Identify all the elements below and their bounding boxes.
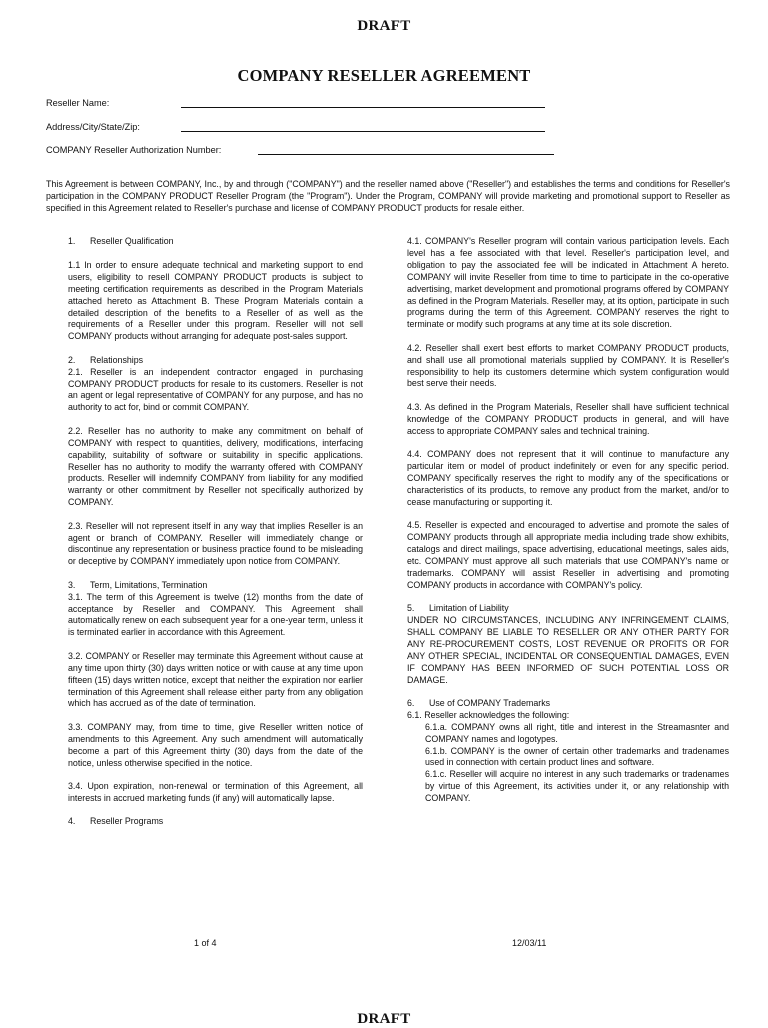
- draft-footer: DRAFT: [357, 1011, 411, 1027]
- clause-4-2: 4.2. Reseller shall exert best efforts to market COMPANY PRODUCT products, and shall use all promotional materials supplied by COMPANY. It is Reseller's responsibility to help its customers determine which system configuration would best serve their needs.: [407, 342, 729, 389]
- clause-4-5: 4.5. Reseller is expected and encouraged to advertise and promote the sales of COMPANY products through all appropriate media including trade show exhibits, catalogs and direct mailings, space advertising, educational meetings, sales aids, etc. COMPANY must approve all such materials that use COMPANY's name or trademarks. COMPANY will assist Reseller in advertising and promoting COMPANY products in accordance with COMPANY's policy.: [407, 520, 729, 590]
- clause-3-1: 3.1. The term of this Agreement is twelve (12) months from the date of acceptance by Reseller and COMPANY. This Agreement shall automatically renew on each subsequent year for a one-year term, unless it is terminated earlier in accordance with this Agreement.: [68, 591, 363, 638]
- auth-number-line: [258, 154, 554, 155]
- clause-4-4: 4.4. COMPANY does not represent that it will continue to manufacture any particular item or model of product indefinitely or even for any specific period. COMPANY specifically reserves the right to modify any of the specifications or characteristics of its products, to remove any product from the market, and/or to cease manufacturing or supporting it.: [407, 449, 729, 507]
- clause-3-2: 3.2. COMPANY or Reseller may terminate this Agreement without cause at any time upon thirty (30) days written notice or with cause at any time upon fifteen (15) days written notice, except that neither the expiration nor earlier termination of this Agreement shall release either party from any obligation which has accrued as of the date of termination.: [68, 650, 363, 709]
- reseller-name-label: Reseller Name:: [46, 98, 110, 108]
- reseller-name-line: [181, 107, 545, 108]
- address-line: [181, 131, 545, 132]
- section-title: Reseller Qualification: [90, 236, 174, 246]
- clause-6-1-c: 6.1.c. Reseller will acquire no interest in any such trademarks or tradenames by virtue of this Agreement, its activities under it, or any relationship with COMPANY.: [425, 769, 729, 804]
- address-label: Address/City/State/Zip:: [46, 122, 140, 132]
- clause-6-1: 6.1. Reseller acknowledges the following:: [407, 709, 570, 720]
- clause-3-3: 3.3. COMPANY may, from time to time, give Reseller written notice of amendments to this Agreement. Any such amendment will automatically become a part of this Agreement thirty (30) days from the date of the notice, unless otherwise specified in the notice.: [68, 721, 363, 768]
- clause-2-1: 2.1. Reseller is an independent contractor engaged in purchasing COMPANY PRODUCT products for resale to its customers. Reseller is not an agent or legal representative of COMPANY for any purpose, and has no authority to act for, bind or commit COMPANY.: [68, 366, 363, 413]
- section-1-heading: [68, 236, 363, 248]
- section-3-heading: [68, 580, 363, 592]
- clause-1-1: 1.1 In order to ensure adequate technical and marketing support to end users, eligibility to resell COMPANY PRODUCT products is subject to meeting certification requirements as described in the Program Materials attached hereto as Attachment B. These Program Materials contain a detailed description of the benefits to a Reseller of as well as the requirements of a Reseller under this program. Reseller will not sell COMPANY products without arranging for adequate post-sales support.: [68, 259, 363, 342]
- clause-4-1: 4.1. COMPANY's Reseller program will contain various participation levels. Each level has a fee associated with that level. Reseller's participation level, and obligation to pay the associated fee will be indicated in Attachment A hereto. COMPANY will invite Reseller from time to time to participate in the co-operative advertising, market development and promotional programs offered by COMPANY as defined in the Program Materials. Reseller may, at its option, participate in such programs during the term of this Agreement. COMPANY reserves the right to terminate or modify such programs at any time at its sole discretion.: [407, 236, 729, 330]
- document-title: COMPANY RESELLER AGREEMENT: [237, 66, 531, 85]
- section-title: Use of COMPANY Trademarks: [429, 697, 551, 708]
- intro-paragraph: This Agreement is between COMPANY, Inc., by and through ("COMPANY") and the reseller named above ("Reseller") and establishes the terms and conditions for Reseller's participation in the COMPANY PRODUCT Reseller Program (the "Program"). Under the Program, COMPANY will provide marketing and promotional support to Reseller as specified in this Agreement related to Reseller's purchase and license of COMPANY PRODUCT products for resale either.: [46, 179, 730, 213]
- page-number: 1 of 4: [194, 938, 217, 948]
- clause-2-2: 2.2. Reseller has no authority to make any commitment on behalf of COMPANY with respect to quantities, delivery, modifications, interfacing capability, suitability of software or suitability in specific applications. Reseller has no authority to modify the warranty offered with COMPANY products. Reseller will indemnify COMPANY from liability for any modified warranty or other commitment by Reseller not specifically authorized by COMPANY.: [68, 425, 363, 508]
- right-column: [407, 236, 729, 805]
- section-title: Relationships: [90, 354, 144, 365]
- section-title: Limitation of Liability: [429, 603, 509, 614]
- clause-6-1-b: 6.1.b. COMPANY is the owner of certain other trademarks and tradenames used in connection with certain product lines and software.: [425, 745, 729, 768]
- draft-header: DRAFT: [357, 18, 411, 34]
- section-number: 4.: [68, 816, 76, 827]
- section-number: 3.: [68, 579, 76, 590]
- clause-5: UNDER NO CIRCUMSTANCES, INCLUDING ANY INFRINGEMENT CLAIMS, SHALL COMPANY BE LIABLE TO RESELLER OR ANY OTHER PARTY FOR ANY RE-PROCUREMENT COSTS, LOST REVENUE OR PROFITS OR FOR ANY OTHER SPECIAL, INCIDENTAL OR CONSEQUENTIAL DAMAGES, EVEN IF COMPANY HAS BEEN INFORMED OF SUCH POTENTIAL LOSS OR DAMAGE.: [407, 614, 729, 685]
- section-number: 1.: [68, 236, 76, 246]
- left-column: [68, 236, 363, 828]
- section-2-heading: [68, 355, 363, 367]
- clause-6-1-a: 6.1.a. COMPANY owns all right, title and interest in the Streamasnter and COMPANY names and logotypes.: [425, 721, 729, 744]
- clause-3-4: 3.4. Upon expiration, non-renewal or termination of this Agreement, all interests in accrued marketing funds (if any) will automatically lapse.: [68, 780, 363, 803]
- section-title: Term, Limitations, Termination: [90, 579, 208, 590]
- section-6-heading: [407, 698, 729, 710]
- section-number: 6.: [407, 697, 415, 708]
- clause-2-3: 2.3. Reseller will not represent itself in any way that implies Reseller is an agent or branch of COMPANY. Reseller will immediately change or discontinue any representation or business practice found to be misleading or deceptive by COMPANY immediately upon notice from COMPANY.: [68, 520, 363, 567]
- auth-number-label: COMPANY Reseller Authorization Number:: [46, 145, 222, 155]
- section-number: 2.: [68, 354, 76, 365]
- section-number: 5.: [407, 603, 415, 614]
- section-4-heading: [68, 816, 363, 828]
- section-title: Reseller Programs: [90, 816, 164, 827]
- clause-4-3: 4.3. As defined in the Program Materials, Reseller shall have sufficient technical knowledge of the COMPANY PRODUCT products in general, and will have access to appropriate COMPANY sales and technical training.: [407, 401, 729, 436]
- page-date: 12/03/11: [512, 938, 547, 948]
- section-5-heading: [407, 603, 729, 615]
